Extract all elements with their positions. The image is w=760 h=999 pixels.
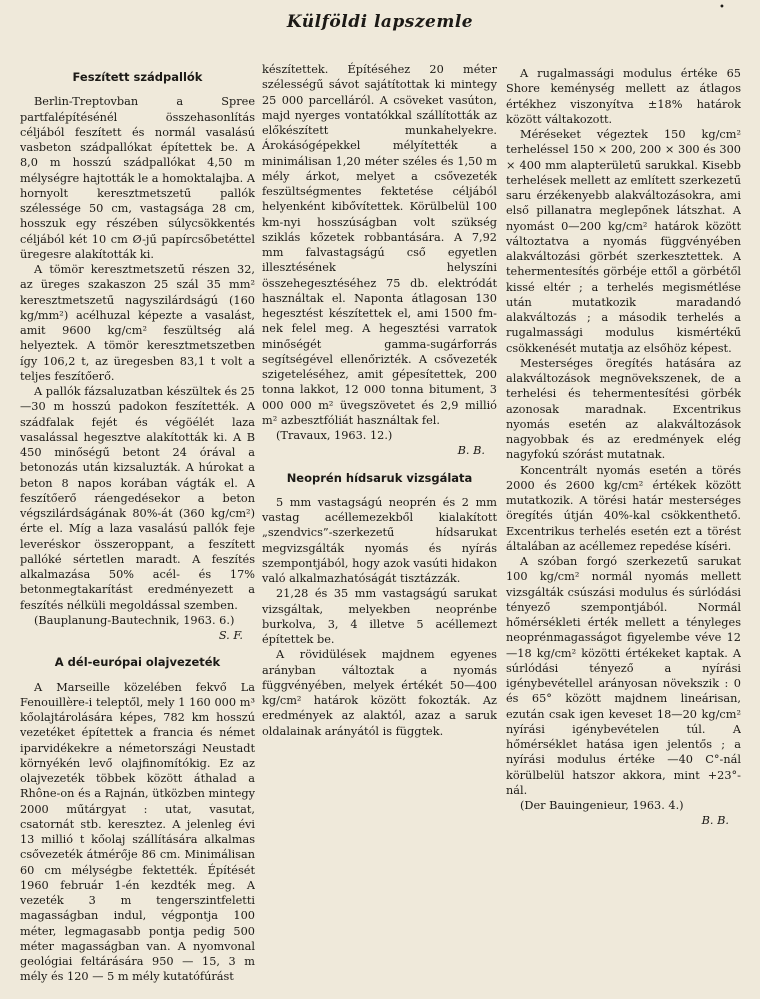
article-source: (Travaux, 1963. 12.) bbox=[276, 429, 393, 442]
paragraph: A Marseille közelében fekvő La Fenouillère-i teleptől, mely 1 160 000 m³ kőolajtárolására képes, 782 km hosszú vezetéket építettek a francia és német iparvidékekre a németországi Neustadt környékén levő olajfinomítókig. Ez az olajvezeték többek között áthalad a Rhône-on és a Rajnán, ütközben mintegy 2000 műtárgyat : utat, vasutat, csatornát stb. keresztez. A jelenleg évi 13 millió t kőolaj szállítására alkalmas csővezeték átmérője 86 cm. Minimálisan 60 cm mélységbe fektették. Építését 1960 február 1-én kezdték meg. A vezeték 3 m tengerszintfeletti magasságban indul, végpontja 100 méter, legmagasabb pontja pedig 500 méter magasságban van. A nyomvonal geológiai feltárására 950 — 15, 3 m mély és 120 — 5 m mély kutatófúrást bbox=[20, 680, 255, 984]
column-left bbox=[20, 62, 255, 992]
paragraph: Koncentrált nyomás esetén a törés 2000 és 2600 kg/cm² értékek között mutatkozik. A törési határ mesterséges öregítés útján 40%-kal csökkenthető. Excentrikus terhelés esetén ezt a törést általában az acéllemez repedése kíséri. bbox=[506, 463, 741, 553]
paragraph: 5 mm vastagságú neoprén és 2 mm vastag acéllemezekből kialakított „szendvics”-szerkezetű hídsarukat megvizsgálták nyomás és nyírás szempontjából, hogy azok vasúti hidakon való alkalmazhatóságát tisztázzák. bbox=[262, 495, 497, 585]
article-heading-neopren: Neoprén hídsaruk vizsgálata bbox=[286, 470, 473, 485]
page-title: Külföldi lapszemle bbox=[286, 12, 474, 32]
article-heading-feszitett: Feszített szádpallók bbox=[72, 70, 203, 84]
paragraph: Mesterséges öregítés hatására az alakváltozások megnövekszenek, de a terhelési és tehermentesítési görbék azonosak maradnak. Excentrikus nyomás esetén az alakváltozások nagyobbak és az eredmények elég nagyfokú szórást mutatnak. bbox=[506, 356, 741, 462]
article-heading-olajvezetek: A dél-európai olajvezeték bbox=[54, 655, 221, 670]
paragraph: A pallók fázsaluzatban készültek és 25—30 m hosszú padokon feszítették. A szádfalak fejét és végöélét laza vasalással hegesztve alakították ki. A B 450 minőségű betont 24 órával a betonozás után kizsaluzták. A húrokat a beton 8 napos korában vágták el. A feszítőerő ráengedésekor a beton végszilárdságának 80%-át (360 kg/cm²) érte el. Míg a laza vasalású pallók feje leveréskor összeroppant, a feszített pallóké sértetlen maradt. A feszítés alkalmazása 50% acél- és 17% betonmegtakarítást eredményezett a feszítés nélküli megoldással szemben. bbox=[20, 385, 255, 612]
paragraph: Berlin-Treptovban a Spree partfalépítésénél összehasonlítás céljából feszített és normál vasalású vasbeton szádpallókat építettek be. A 8,0 m hosszú szádpallókat 4,50 m mélységre hajtották le a homoktalajba. A hornyolt keresztmetszetű pallók szélessége 50 cm, vastagsága 28 cm, hosszuk egy részében súlycsökkentés céljából két 10 cm Ø-jű papírcsőbetéttel üregesre alakították ki. bbox=[20, 95, 255, 261]
paragraph-continued: készítettek. Építéséhez 20 méter szélességű sávot sajátítottak ki mintegy 25 000 parcelláról. A csöveket vasúton, majd nyerges vontatókkal szállították az előkészített munkahelyekre. Árokásógépekkel mélyítették a minimálisan 1,20 méter széles és 1,50 m mély árkot, melyet a csővezeték feszültségmentes fektetése céljából helyenként kibővítettek. Körülbelül 100 km-nyi hosszúságban volt szükség sziklás kőzetek robbantására. A 7,92 mm falvastagságú cső egyetlen illesztésének helyszíni összehegesztéséhez 75 db. elektródát használtak el. Naponta átlagosan 130 hegesztést készítettek el, ami 1500 fm-nek felel meg. A hegesztési varratok minőségét gamma-sugárforrás segítségével ellenőrizték. A csővezeték szigeteléséhez, amit gépesítettek, 200 tonna lakkot, 12 000 tonna bitument, 3 000 000 m² üvegszövetet és 2,9 millió m² azbesztfóliát használtak fel. bbox=[262, 63, 497, 427]
column-middle bbox=[262, 62, 497, 992]
paragraph: 21,28 és 35 mm vastagságú sarukat vizsgáltak, melyekben neoprénbe burkolva, 3, 4 illetve 5 acéllemezt építettek be. bbox=[262, 587, 497, 646]
paragraph: A szóban forgó szerkezetű sarukat 100 kg/cm² normál nyomás mellett vizsgálták csúszási modulus és súrlódási tényező szempontjából. Normál hőmérsékleti érték mellett a tényleges neoprénmagasságot figyelembe véve 12—18 kg/cm² közötti értékeket kaptak. A súrlódási tényező a nyírási igénybevétellel arányosan növekszik : 0 és 65° között majdnem lineárisan, ezután csak igen keveset 18—20 kg/cm² nyírási igénybevételen túl. A hőmérséklet hatása igen jelentős ; a nyírási modulus értéke —40 C°-nál körülbelül hatszor akkora, mint +23°-nál. bbox=[506, 555, 741, 797]
paragraph: A rövidülések majdnem egyenes arányban változtak a nyomás függvényében, melyek értékét 50—400 kg/cm² határok között fokozták. Az eredmények az alaktól, azaz a saruk oldalainak arányától is függtek. bbox=[262, 648, 497, 738]
article-signature: B. B. bbox=[457, 444, 485, 458]
article-signature: B. B. bbox=[701, 814, 729, 828]
paragraph: A tömör keresztmetszetű részen 32, az üreges szakaszon 25 szál 35 mm² keresztmetszetű nagyszilárdságú (160 kg/mm²) acélhuzal képezte a vasalást, amit 9600 kg/cm² feszültség alá helyeztek. A tömör keresztmetszetben így 106,2 t, az üregesben 83,1 t volt a teljes feszítőerő. bbox=[20, 263, 255, 383]
column-right bbox=[506, 66, 741, 996]
paragraph: A rugalmassági modulus értéke 65 Shore keménység mellett az átlagos értékhez viszonyítva ±18% határok között váltakozott. bbox=[506, 67, 741, 126]
article-source: (Bauplanung-Bautechnik, 1963. 6.) bbox=[34, 613, 235, 627]
paragraph: Méréseket végeztek 150 kg/cm² terheléssel 150 × 200, 200 × 300 és 300 × 400 mm alapterületű sarukkal. Kisebb terhelések mellett az említett szerkezetű saru érzékenyebb alakváltozásokra, ami első pillanatra meglepőnek látszhat. A nyomást 0—200 kg/cm² határok között változtatva a nyomás függvényében alakváltozási görbét szerkesztettek. A tehermentesítés görbéje ettől a görbétől kissé eltér ; a terhelés megismétlése után mutatkozik maradandó alakváltozás ; a második terhelés a rugalmassági modulus kismértékű csökkenését mutatja az elsőhöz képest. bbox=[506, 128, 741, 355]
article-source: (Der Bauingenieur, 1963. 4.) bbox=[520, 799, 684, 812]
corner-mark: • bbox=[719, 2, 725, 13]
article-signature: S. F. bbox=[218, 629, 243, 642]
